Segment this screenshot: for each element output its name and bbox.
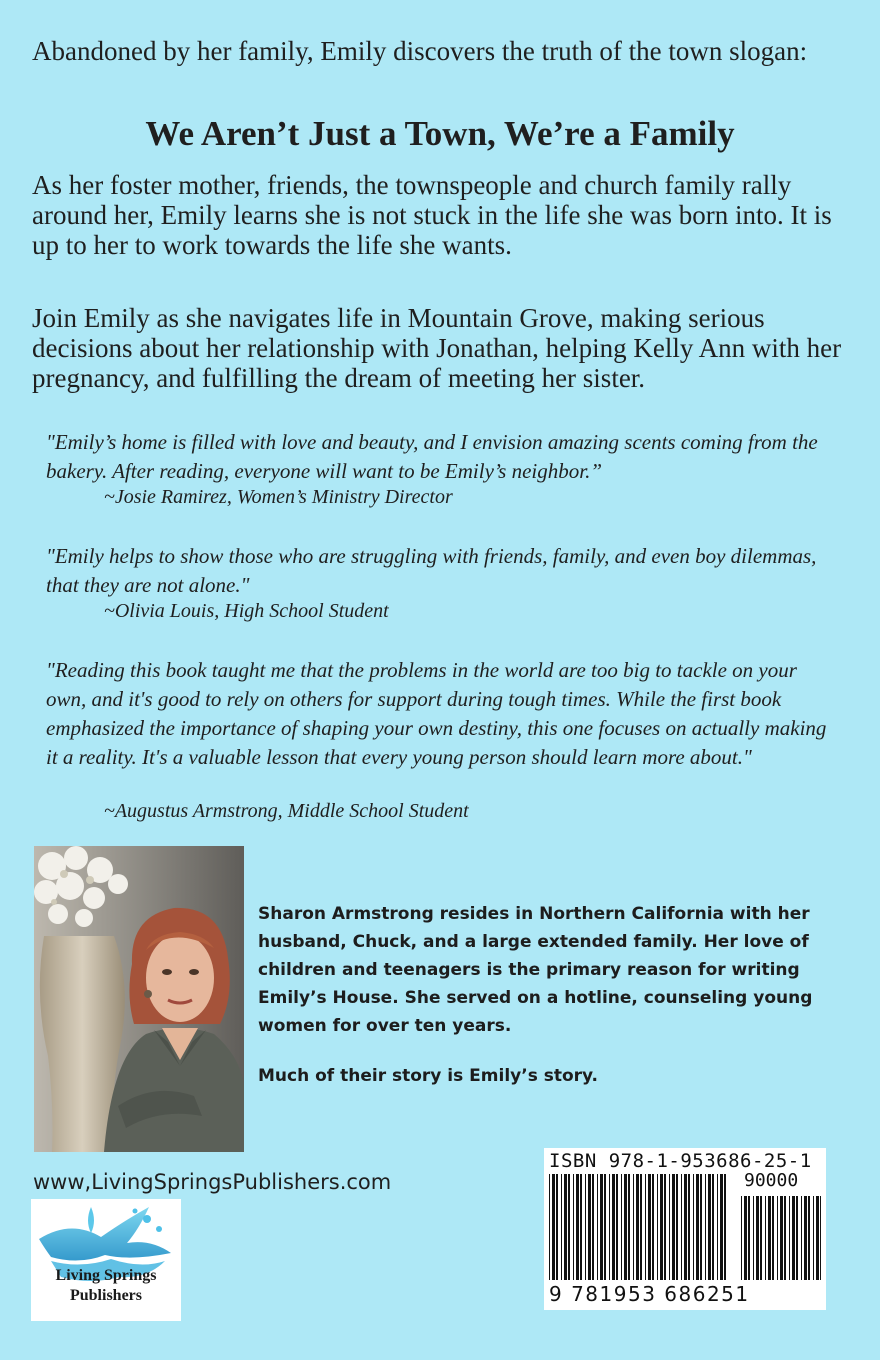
barcode-bar [760,1196,762,1280]
barcode-bar [744,1196,747,1280]
intro-lead: Abandoned by her family, Emily discovers the truth of the town slogan: [32,36,808,66]
barcode-bar [612,1174,615,1280]
publisher-logo [31,1199,181,1321]
barcode-bar [801,1196,802,1280]
barcode-bar [585,1174,586,1280]
endorsement-quote-1: "Emily’s home is filled with love and beauty, and I envision amazing scents coming from the bakery. After reading, everyone will want to be Emily’s neighbor.” [46,430,818,483]
author-bio: Sharon Armstrong resides in Northern California with her husband, Chuck, and a large extended family. Her love of children and teenagers is the primary reason for writing Emily’s House. She served on a hotline, counseling young women for over ten years. [258,904,813,1036]
barcode-bar [672,1174,675,1280]
barcode-bar [633,1174,634,1280]
barcode-bar [681,1174,682,1280]
barcode-bar [720,1174,723,1280]
barcode-bars [549,1174,821,1280]
barcode-bar [676,1174,678,1280]
barcode-bar [813,1196,814,1280]
barcode-bar [712,1174,714,1280]
barcode-bar [777,1196,778,1280]
barcode-bar [688,1174,690,1280]
barcode-bar [564,1174,567,1280]
endorsement-quote-3: "Reading this book taught me that the problems in the world are too big to tackle on your own, and it's good to rely on others for support during tough times. While the first book emphasized the importance of shaping your own destiny, this one focuses on actually making it a reality. It's a valuable lesson that every young person should learn more about." [46,658,827,769]
isbn-label: ISBN 978-1-953686-25-1 [549,1150,812,1172]
barcode-bar [600,1174,603,1280]
endorsement-attribution-3: ~Augustus Armstrong, Middle School Student [104,800,469,822]
endorsement-attribution-1: ~Josie Ramirez, Women’s Ministry Director [104,486,453,508]
barcode-bar [621,1174,622,1280]
barcode-bar [628,1174,630,1280]
barcode-bar [580,1174,582,1280]
barcode-bar [820,1196,821,1280]
barcode-bar [696,1174,699,1280]
barcode-bar [816,1196,819,1280]
barcode-bar [616,1174,618,1280]
barcode-bar [549,1174,550,1280]
barcode-bar [796,1196,798,1280]
barcode-bar [717,1174,718,1280]
barcode-bar [768,1196,771,1280]
barcode-bar [684,1174,687,1280]
barcode-bar [568,1174,570,1280]
publisher-logo-line-1: Living Springs [55,1267,157,1284]
barcode-bar [748,1196,750,1280]
barcode-bar [657,1174,658,1280]
barcode-bar [724,1174,726,1280]
barcode-bar [784,1196,786,1280]
barcode-bar [597,1174,598,1280]
publisher-logo-line-2: Publishers [69,1287,142,1304]
synopsis-paragraph-2: Join Emily as she navigates life in Mountain Grove, making serious decisions about her relationship with Jonathan, helping Kelly Ann with her pregnancy, and fulfilling the dream of meeting her sister. [32,303,842,393]
barcode-bar [664,1174,666,1280]
barcode-bar [808,1196,810,1280]
barcode-bar [708,1174,711,1280]
endorsement-attribution-2: ~Olivia Louis, High School Student [104,600,389,622]
barcode-bar [705,1174,706,1280]
barcode-bar [804,1196,807,1280]
publisher-website[interactable]: www,LivingSpringsPublishers.com [33,1170,392,1194]
barcode-bar [573,1174,574,1280]
barcode-bar [772,1196,774,1280]
barcode-bar [765,1196,766,1280]
synopsis-paragraph-1: As her foster mother, friends, the townspeople and church family rally around her, Emily learns she is not stuck in the life she was born into. It is up to her to work towards the life she wants. [32,170,832,260]
barcode-bar [552,1174,555,1280]
barcode-bar [789,1196,790,1280]
barcode-bar [609,1174,610,1280]
barcode-bar [648,1174,651,1280]
barcode-bar [693,1174,694,1280]
barcode-bar [561,1174,562,1280]
barcode-bar [756,1196,759,1280]
barcode-bar [624,1174,627,1280]
barcode-bar [753,1196,754,1280]
barcode-bar [576,1174,579,1280]
barcode-bar [700,1174,702,1280]
endorsement-quote-2: "Emily helps to show those who are struggling with friends, family, and even boy dilemmas, that they are not alone." [46,544,817,597]
barcode-bar [640,1174,642,1280]
barcode-bar [792,1196,795,1280]
barcode-bar [592,1174,594,1280]
barcode-bar [780,1196,783,1280]
barcode-bar [645,1174,646,1280]
barcode-bar [588,1174,591,1280]
price-code: 90000 [744,1170,799,1191]
barcode-bar [652,1174,654,1280]
barcode-bar [556,1174,558,1280]
author-portrait-image [34,846,244,1152]
ean-digits: 9 781953 686251 [549,1282,750,1306]
barcode-bar [604,1174,606,1280]
barcode-bar [669,1174,670,1280]
barcode-bar [636,1174,639,1280]
town-slogan: We Aren’t Just a Town, We’re a Family [145,114,735,153]
barcode-bar [741,1196,742,1280]
barcode-bar [660,1174,663,1280]
author-bio-closing: Much of their story is Emily’s story. [258,1066,599,1086]
author-photo [34,846,244,1152]
